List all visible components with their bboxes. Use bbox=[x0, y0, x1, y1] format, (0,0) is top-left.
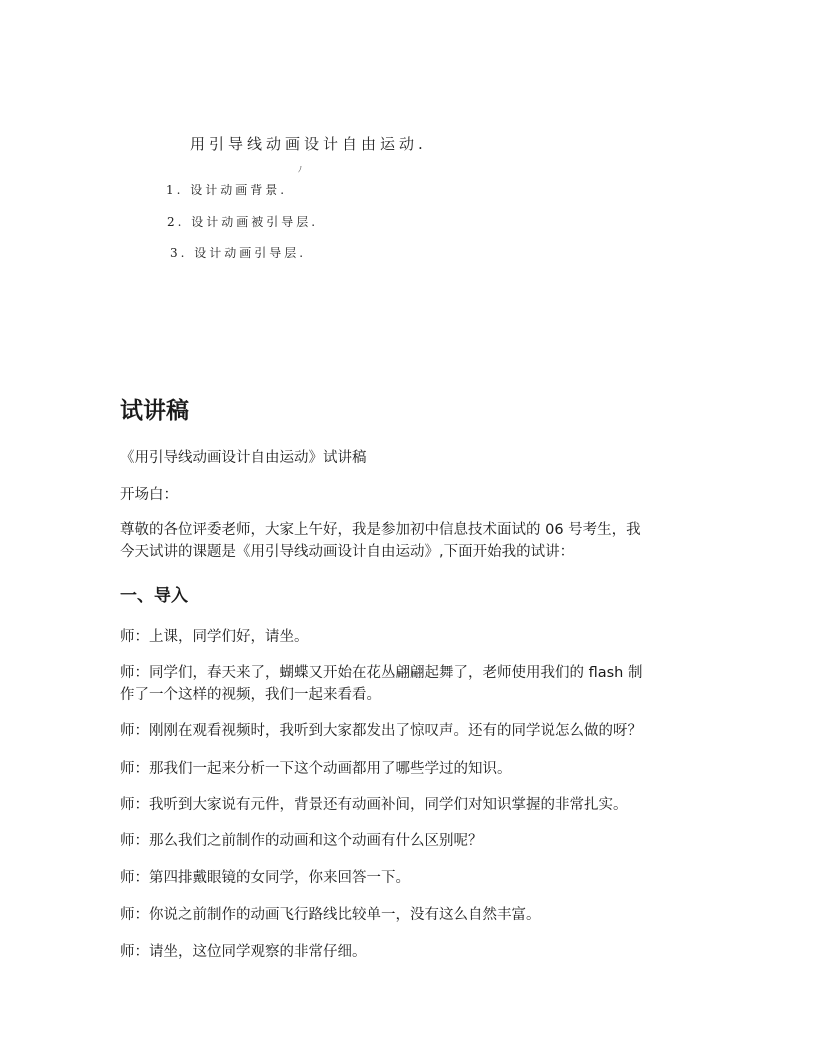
dialogue-line-6: 师：那么我们之前制作的动画和这个动画有什么区别呢？ bbox=[120, 833, 483, 849]
handwritten-item-1: 1. 设计动画背景. bbox=[166, 183, 288, 197]
dialogue-line-5: 师：我听到大家说有元件，背景还有动画补间，同学们对知识掌握的非常扎实。 bbox=[120, 797, 628, 813]
dialogue-line-1: 师：上课，同学们好，请坐。 bbox=[120, 629, 309, 645]
intro-line-1: 尊敬的各位评委老师，大家上午好，我是参加初中信息技术面试的 06 号考生，我 bbox=[120, 522, 641, 538]
dialogue-line-9: 师：请坐，这位同学观察的非常仔细。 bbox=[120, 944, 367, 960]
dialogue-line-2: 师：同学们，春天来了，蝴蝶又开始在花丛翩翩起舞了，老师使用我们的 flash 制 bbox=[120, 665, 643, 681]
dialogue-line-3: 师：刚刚在观看视频时，我听到大家都发出了惊叹声。还有的同学说怎么做的呀？ bbox=[120, 723, 642, 739]
handwritten-item-2: 2. 设计动画被引导层. bbox=[167, 215, 319, 229]
dialogue-line-7: 师：第四排戴眼镜的女同学，你来回答一下。 bbox=[120, 870, 410, 886]
intro-line-2: 今天试讲的课题是《用引导线动画设计自由运动》,下面开始我的试讲： bbox=[120, 544, 575, 560]
dialogue-line-2-cont: 作了一个这样的视频，我们一起来看看。 bbox=[120, 687, 381, 703]
handwritten-item-3: 3. 设计动画引导层. bbox=[170, 246, 307, 260]
section-heading-intro: 一、导入 bbox=[120, 586, 188, 606]
document-heading: 试讲稿 bbox=[120, 398, 189, 424]
dialogue-line-8: 师：你说之前制作的动画飞行路线比较单一，没有这么自然丰富。 bbox=[120, 907, 541, 923]
handwritten-title: 用引导线动画设计自由运动. bbox=[190, 135, 427, 153]
handwritten-mark: ﾉ bbox=[298, 165, 302, 174]
opening-label: 开场白： bbox=[120, 487, 178, 503]
dialogue-line-4: 师：那我们一起来分析一下这个动画都用了哪些学过的知识。 bbox=[120, 761, 512, 777]
document-subtitle: 《用引导线动画设计自由运动》试讲稿 bbox=[120, 450, 367, 466]
